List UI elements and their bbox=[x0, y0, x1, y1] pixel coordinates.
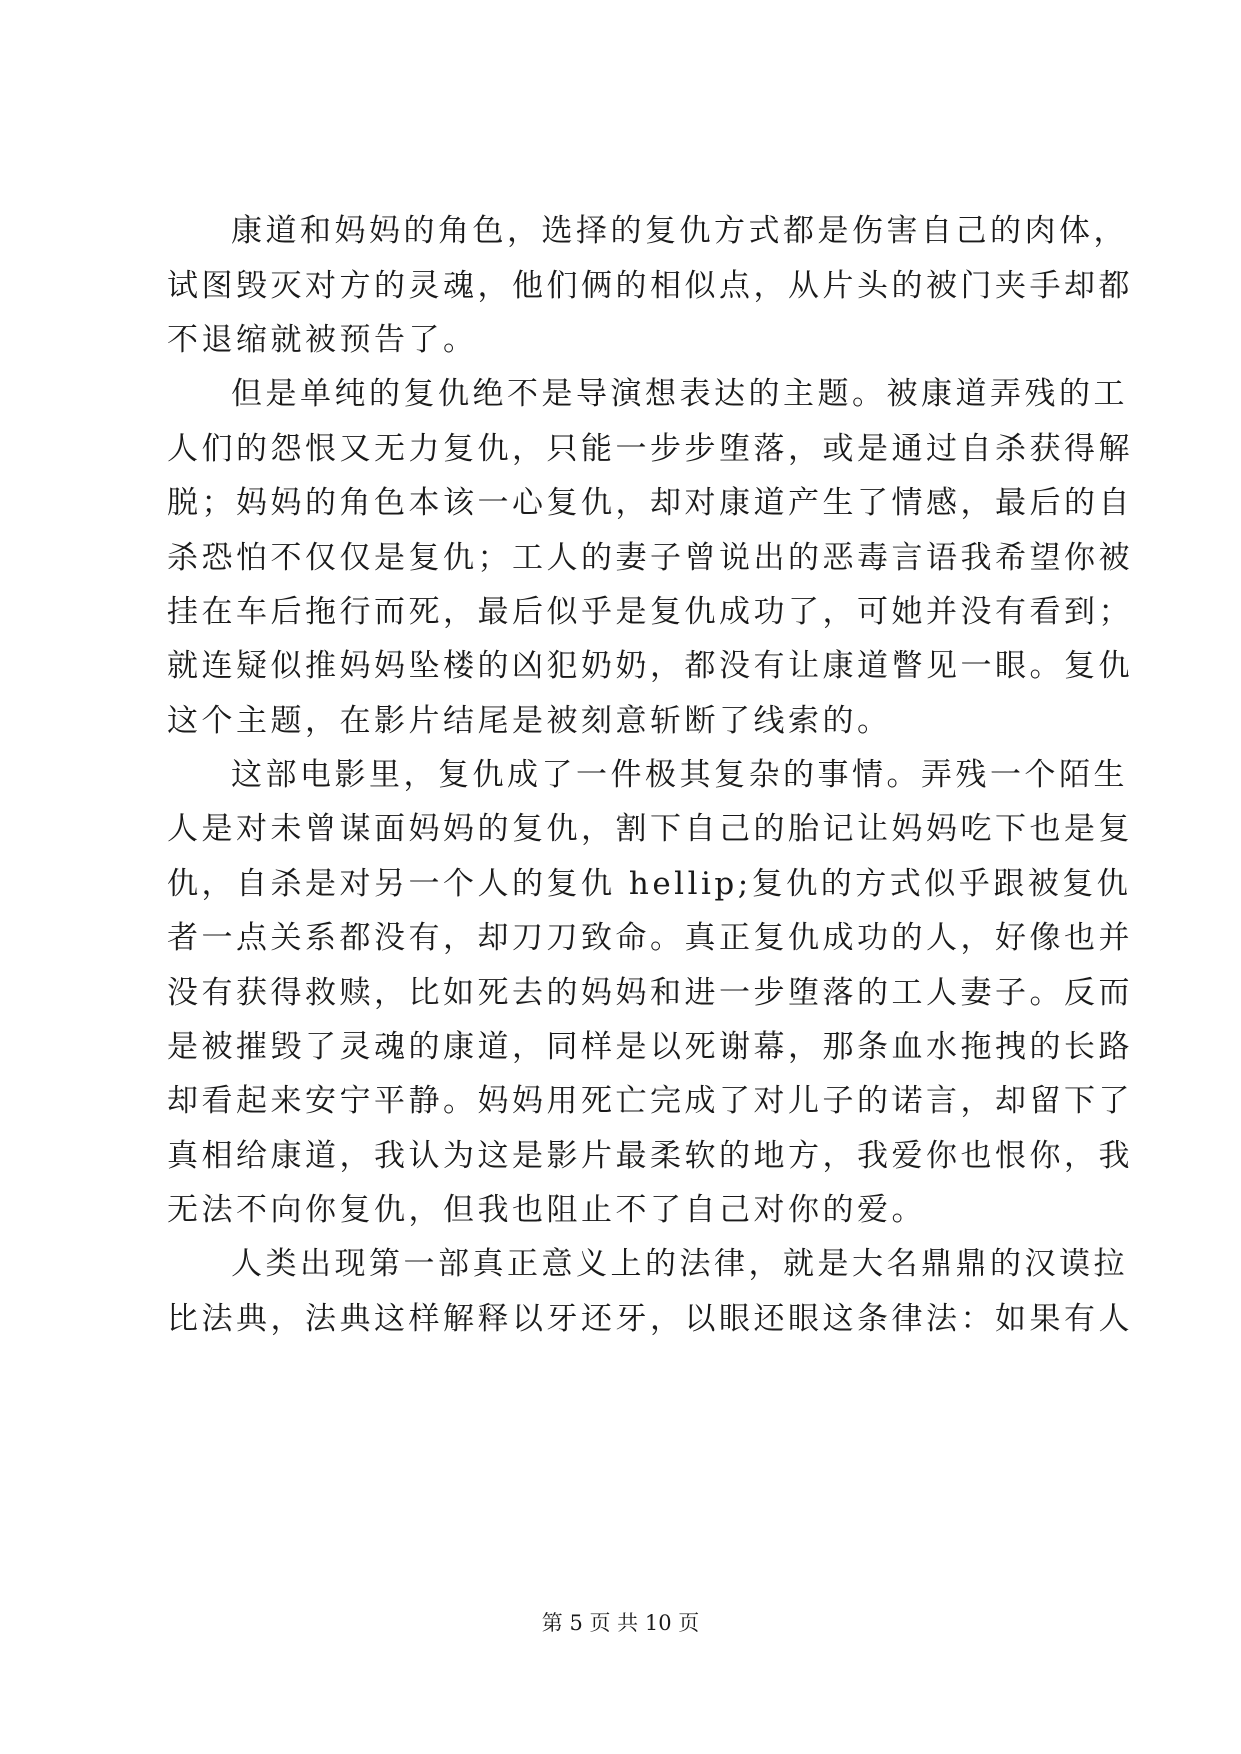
text-line: 不退缩就被预告了。 bbox=[167, 322, 478, 358]
text-line: 人们的怨恨又无力复仇，只能一步步堕落，或是通过自杀获得解 bbox=[167, 431, 1133, 467]
page-number-footer: 第 5 页 共 10 页 bbox=[541, 1611, 700, 1635]
text-line: 就连疑似推妈妈坠楼的凶犯奶奶，都没有让康道瞥见一眼。复仇 bbox=[167, 648, 1133, 684]
text-line: 这部电影里，复仇成了一件极其复杂的事情。弄残一个陌生 bbox=[231, 757, 1128, 793]
text-line: 人是对未曾谋面妈妈的复仇，割下自己的胎记让妈妈吃下也是复 bbox=[167, 811, 1133, 847]
text-line: 人类出现第一部真正意义上的法律，就是大名鼎鼎的汉谟拉 bbox=[231, 1246, 1128, 1282]
text-line: 没有获得救赎，比如死去的妈妈和进一步堕落的工人妻子。反而 bbox=[167, 975, 1133, 1011]
text-line: 杀恐怕不仅仅是复仇；工人的妻子曾说出的恶毒言语我希望你被 bbox=[167, 540, 1133, 576]
text-line: 无法不向你复仇，但我也阻止不了自己对你的爱。 bbox=[167, 1192, 926, 1228]
text-line: 比法典，法典这样解释以牙还牙，以眼还眼这条律法：如果有人 bbox=[167, 1301, 1133, 1337]
text-line: 真相给康道，我认为这是影片最柔软的地方，我爱你也恨你，我 bbox=[167, 1138, 1133, 1174]
text-line: 但是单纯的复仇绝不是导演想表达的主题。被康道弄残的工 bbox=[231, 376, 1128, 412]
text-line: 者一点关系都没有，却刀刀致命。真正复仇成功的人，好像也并 bbox=[167, 920, 1133, 956]
text-line: 却看起来安宁平静。妈妈用死亡完成了对儿子的诺言，却留下了 bbox=[167, 1083, 1133, 1119]
text-line: 脱；妈妈的角色本该一心复仇，却对康道产生了情感，最后的自 bbox=[167, 485, 1133, 521]
text-line: 康道和妈妈的角色，选择的复仇方式都是伤害自己的肉体， bbox=[231, 213, 1128, 249]
text-line: 仇，自杀是对另一个人的复仇 hellip;复仇的方式似乎跟被复仇 bbox=[167, 866, 1132, 902]
text-line: 是被摧毁了灵魂的康道，同样是以死谢幕，那条血水拖拽的长路 bbox=[167, 1029, 1133, 1065]
text-line: 这个主题，在影片结尾是被刻意斩断了线索的。 bbox=[167, 703, 892, 739]
text-line: 试图毁灭对方的灵魂，他们俩的相似点，从片头的被门夹手却都 bbox=[167, 268, 1133, 304]
text-line: 挂在车后拖行而死，最后似乎是复仇成功了，可她并没有看到； bbox=[167, 594, 1133, 630]
